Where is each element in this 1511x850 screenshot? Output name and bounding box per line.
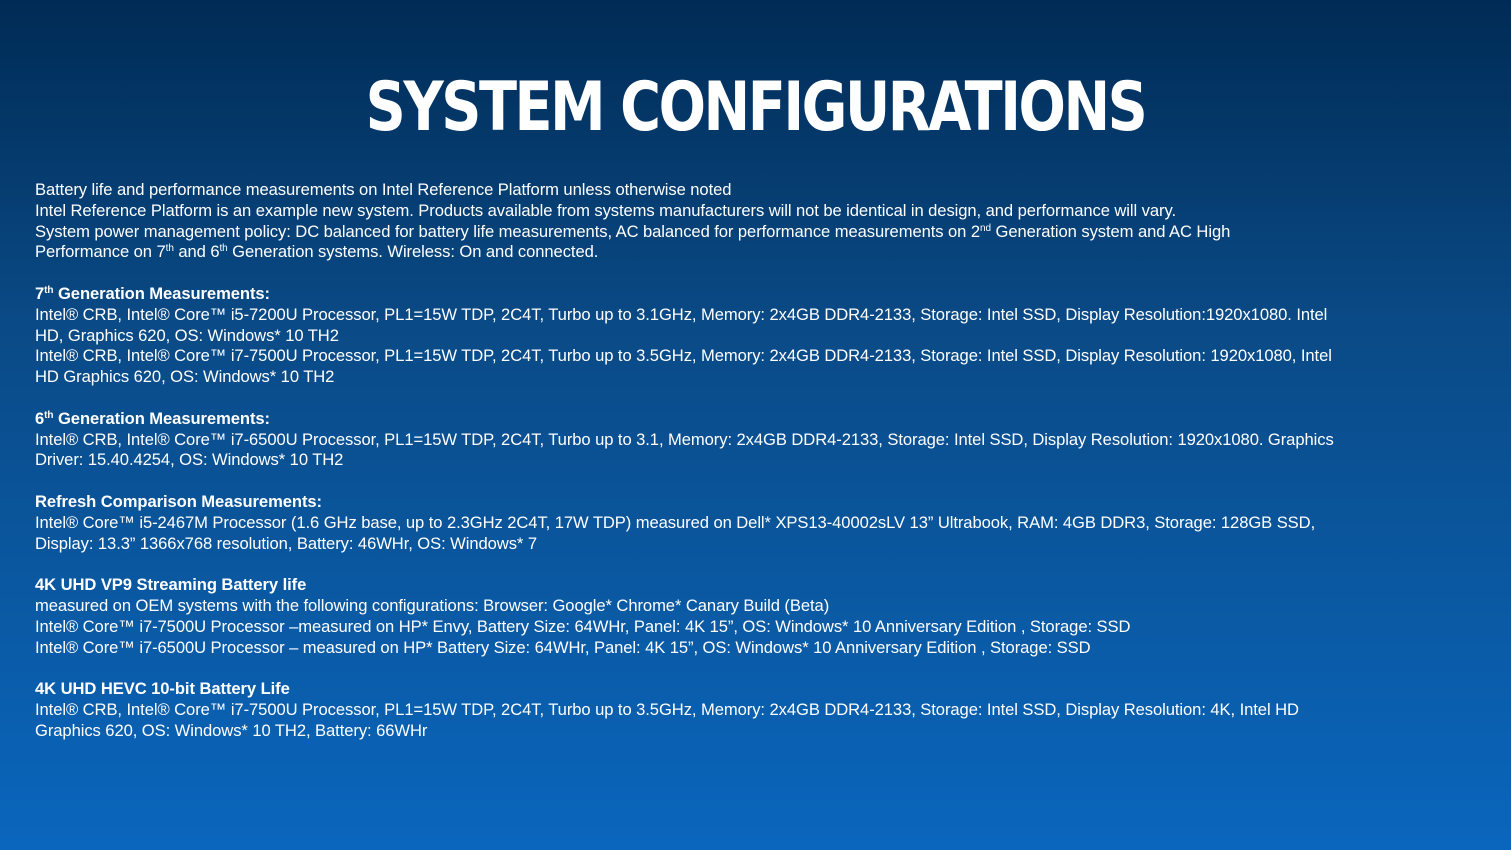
vp9-section [35, 575, 1455, 658]
intro-section [35, 180, 1455, 263]
config-line: Driver: 15.40.4254, OS: Windows* 10 TH2 [35, 450, 344, 470]
intro-text: and 6 [173, 242, 220, 262]
config-line: HD, Graphics 620, OS: Windows* 10 TH2 [35, 325, 339, 345]
hevc-section [35, 679, 1455, 741]
ordinal-suffix: th [219, 243, 228, 255]
config-line: Intel® CRB, Intel® Core™ i7-7500U Processor, PL1=15W TDP, 2C4T, Turbo up to 3.5GHz, Memory: 2x4GB DDR4-2133, Storage: Intel SSD, Display Resolution: 4K, Intel HD [35, 699, 1299, 719]
intro-text: Performance on 7 [35, 242, 166, 262]
refresh-section [35, 492, 1455, 554]
configuration-notes [35, 180, 1455, 742]
config-line: measured on OEM systems with the following configurations: Browser: Google* Chrome* Canary Build (Beta) [35, 595, 830, 615]
spacer [35, 388, 1455, 409]
config-line: Intel® CRB, Intel® Core™ i5-7200U Processor, PL1=15W TDP, 2C4T, Turbo up to 3.1GHz, Memory: 2x4GB DDR4-2133, Storage: Intel SSD, Display Resolution:1920x1080. Intel [35, 304, 1328, 324]
section-heading: 4K UHD HEVC 10-bit Battery Life [35, 679, 290, 699]
ordinal-suffix: nd [980, 222, 991, 234]
config-line: Intel® CRB, Intel® Core™ i7-7500U Processor, PL1=15W TDP, 2C4T, Turbo up to 3.5GHz, Memory: 2x4GB DDR4-2133, Storage: Intel SSD, Display Resolution: 1920x1080, Intel [35, 346, 1332, 366]
intro-text: Generation system and AC High [990, 221, 1231, 241]
spacer [35, 554, 1455, 575]
spacer [35, 263, 1455, 284]
heading-number: 7 [35, 283, 45, 303]
config-line: Graphics 620, OS: Windows* 10 TH2, Battery: 66WHr [35, 720, 428, 740]
ordinal-suffix: th [44, 409, 54, 421]
heading-number: 6 [35, 408, 45, 428]
config-line: Intel® CRB, Intel® Core™ i7-6500U Processor, PL1=15W TDP, 2C4T, Turbo up to 3.1, Memory: 2x4GB DDR4-2133, Storage: Intel SSD, Display Resolution: 1920x1080. Graphics [35, 429, 1334, 449]
ordinal-suffix: th [44, 284, 54, 296]
heading-text: Generation Measurements: [53, 408, 270, 428]
intro-text: System power management policy: DC balanced for battery life measurements, AC balanced for performance measurements on 2 [35, 221, 981, 241]
intro-text: Generation systems. Wireless: On and connected. [227, 242, 599, 262]
ordinal-suffix: th [165, 243, 174, 255]
section-heading [35, 284, 1455, 305]
config-line: Display: 13.3” 1366x768 resolution, Battery: 46WHr, OS: Windows* 7 [35, 533, 537, 553]
config-line: Intel® Core™ i5-2467M Processor (1.6 GHz base, up to 2.3GHz 2C4T, 17W TDP) measured on Dell* XPS13-40002sLV 13” Ultrabook, RAM: 4GB DDR3, Storage: 128GB SSD, [35, 512, 1316, 532]
gen6-section [35, 409, 1455, 471]
section-heading [35, 409, 1455, 430]
section-heading: Refresh Comparison Measurements: [35, 491, 322, 511]
gen7-section [35, 284, 1455, 388]
intro-line [35, 242, 1455, 263]
spacer [35, 471, 1455, 492]
page-title: SYSTEM CONFIGURATIONS [365, 68, 1146, 147]
intro-line: Intel Reference Platform is an example new system. Products available from systems manufacturers will not be identical in design, and performance will vary. [35, 200, 1176, 220]
intro-line: Battery life and performance measurements on Intel Reference Platform unless otherwise noted [35, 180, 732, 199]
config-line: Intel® Core™ i7-7500U Processor –measured on HP* Envy, Battery Size: 64WHr, Panel: 4K 15”, OS: Windows* 10 Anniversary Edition , Storage: SSD [35, 616, 1131, 636]
spacer [35, 658, 1455, 679]
heading-text: Generation Measurements: [53, 283, 270, 303]
config-line: Intel® Core™ i7-6500U Processor – measured on HP* Battery Size: 64WHr, Panel: 4K 15”, OS: Windows* 10 Anniversary Edition , Storage: SSD [35, 637, 1091, 657]
section-heading: 4K UHD VP9 Streaming Battery life [35, 575, 307, 595]
intro-line [35, 222, 1455, 243]
config-line: HD Graphics 620, OS: Windows* 10 TH2 [35, 367, 335, 387]
